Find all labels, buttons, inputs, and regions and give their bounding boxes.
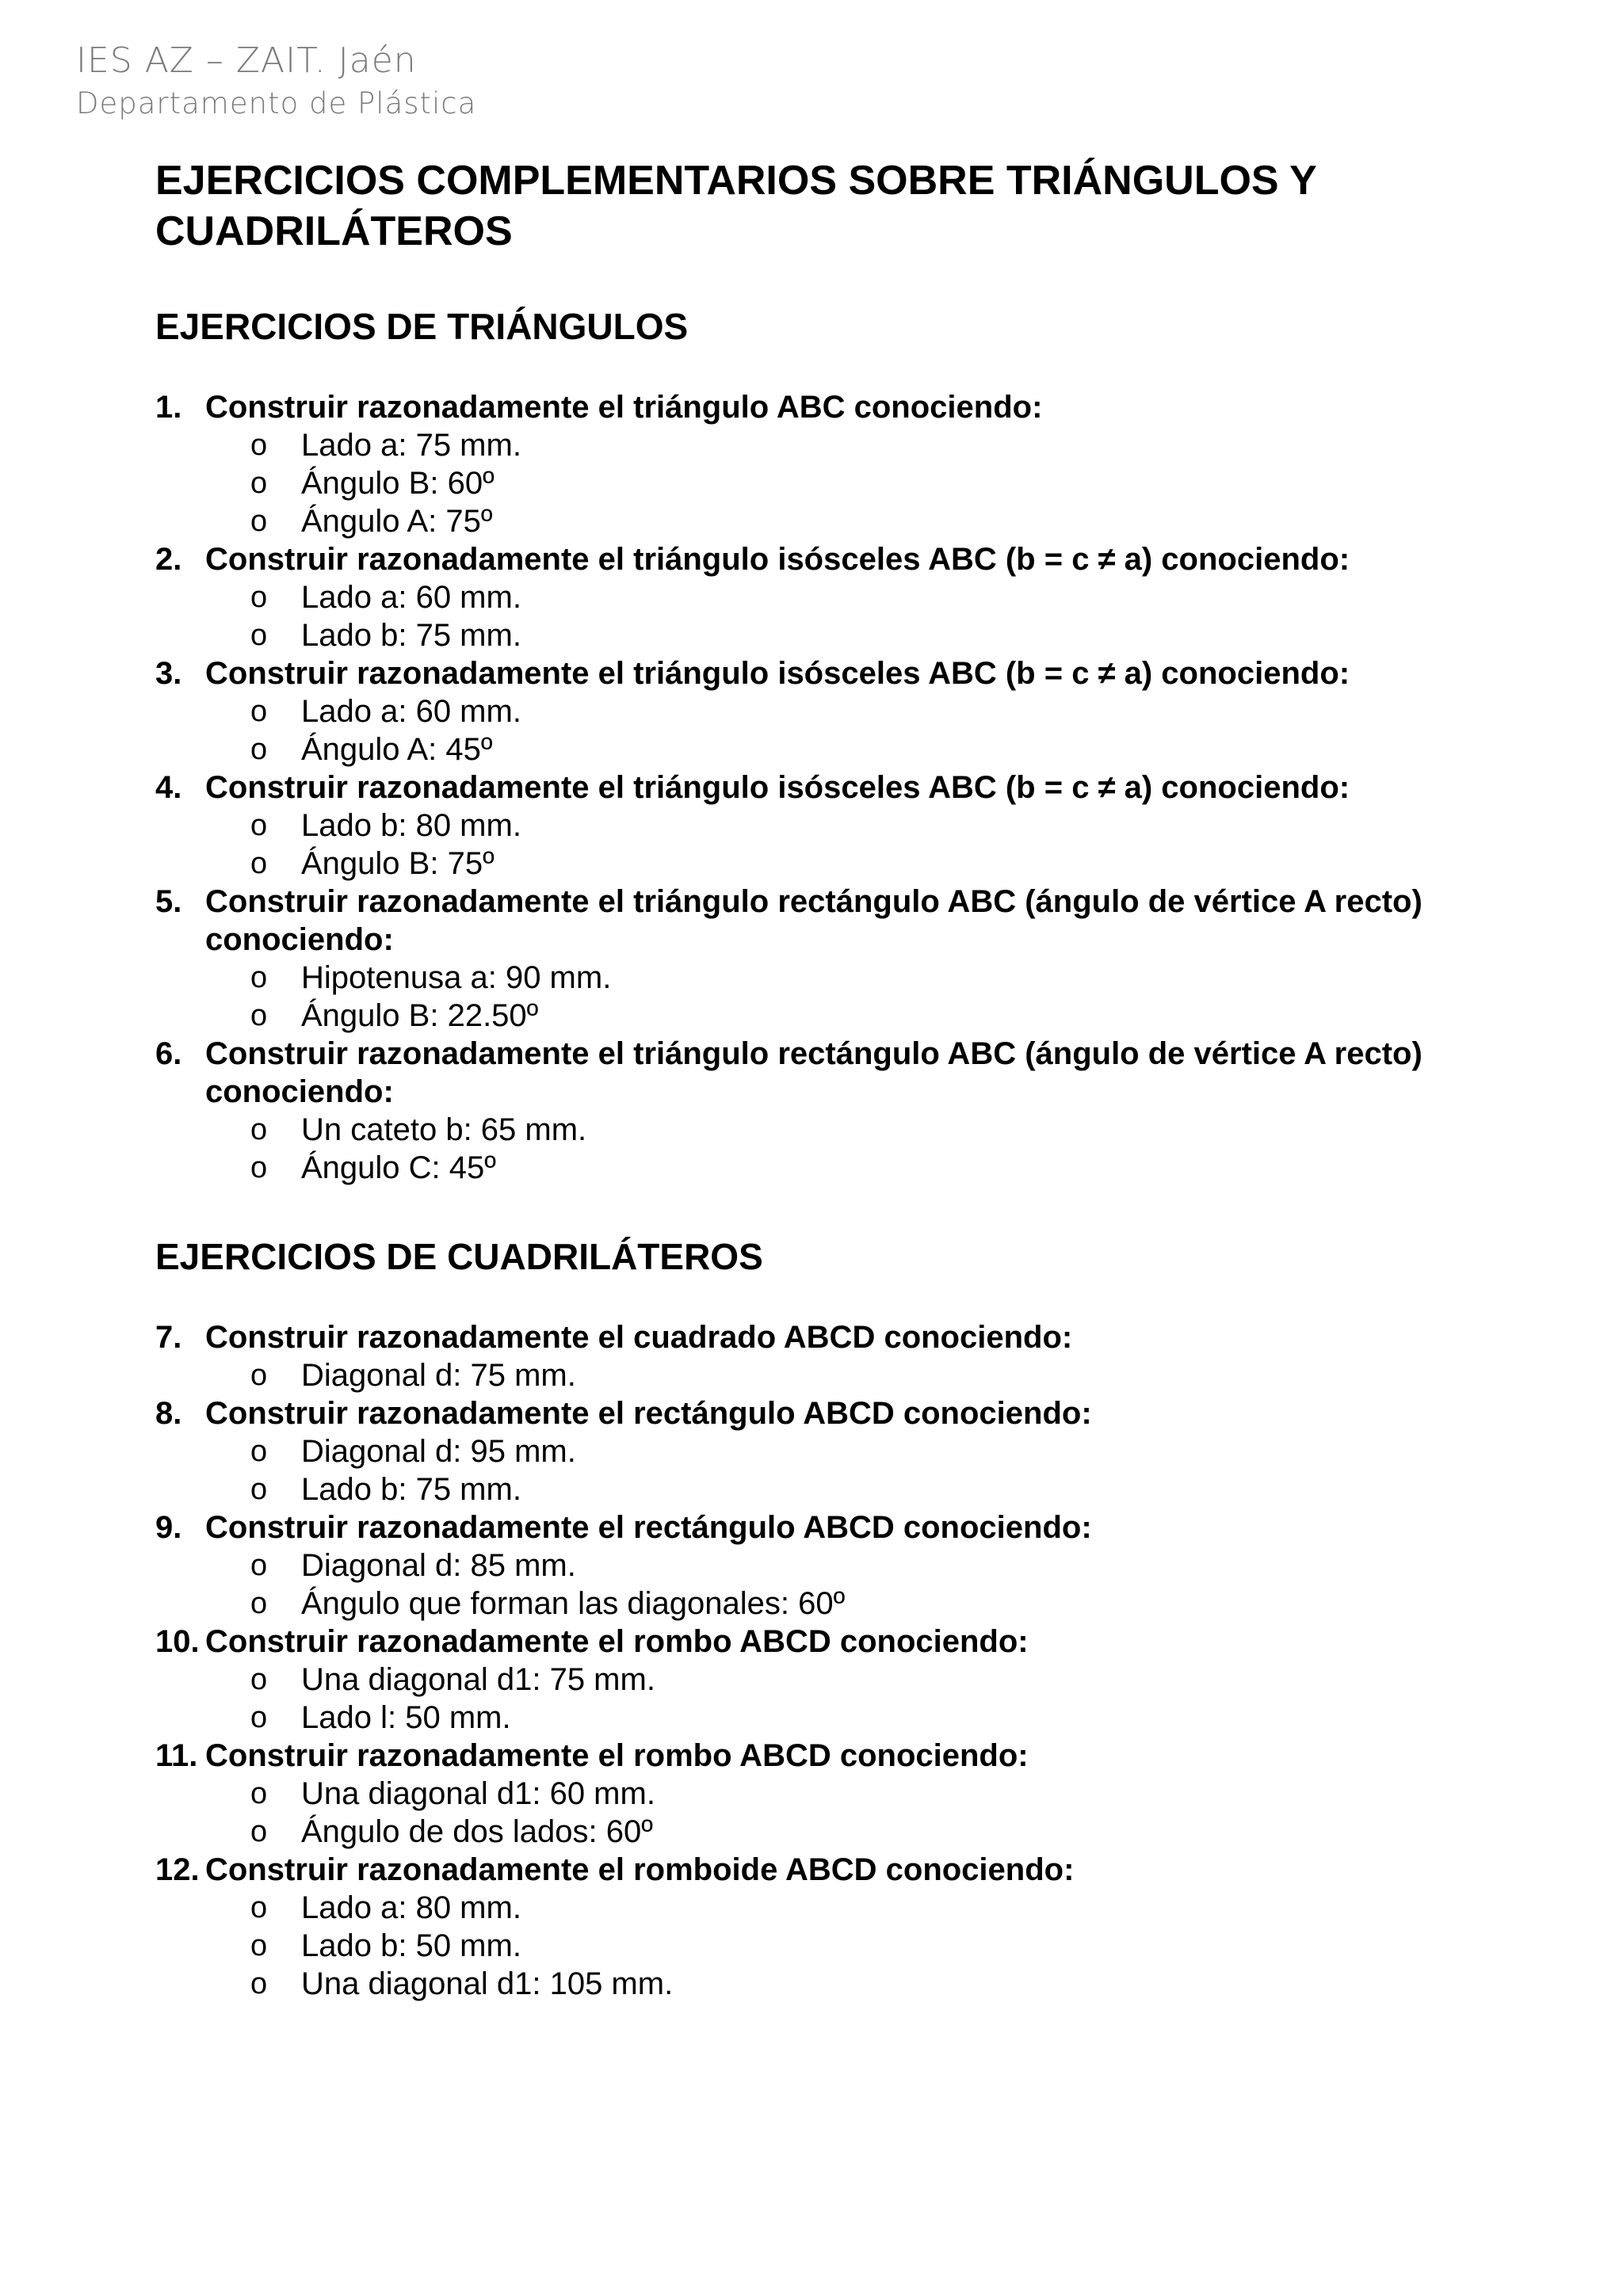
exercise-number: 6. xyxy=(155,1036,182,1071)
exercise-text: Construir razonadamente el rombo ABCD conociendo: xyxy=(205,1624,1029,1659)
item-text: Una diagonal d1: 75 mm. xyxy=(301,1662,655,1697)
exercise-data-item xyxy=(155,1965,1503,2003)
exercise-statement xyxy=(155,883,1503,959)
exercise-text: Construir razonadamente el triángulo rectángulo ABC (ángulo de vértice A recto) conociendo: xyxy=(205,884,1423,957)
exercise-data-item xyxy=(155,1775,1503,1813)
exercise-statement xyxy=(155,1623,1503,1661)
exercise-data-item xyxy=(155,807,1503,845)
exercise-number: 5. xyxy=(155,884,182,919)
exercise-data-item xyxy=(155,1585,1503,1623)
bullet-icon: o xyxy=(250,1151,268,1184)
bullet-icon: o xyxy=(250,809,268,842)
item-text: Lado a: 75 mm. xyxy=(301,428,521,463)
exercise-statement xyxy=(155,654,1503,692)
bullet-icon: o xyxy=(250,1435,268,1468)
bullet-icon: o xyxy=(250,505,268,538)
exercise-data-item xyxy=(155,1547,1503,1585)
item-text: Ángulo B: 75º xyxy=(301,846,495,881)
exercise-text: Construir razonadamente el rombo ABCD conociendo: xyxy=(205,1738,1029,1773)
bullet-icon: o xyxy=(250,1891,268,1924)
exercise-number: 1. xyxy=(155,390,182,425)
section-title: EJERCICIOS DE CUADRILÁTEROS xyxy=(155,1236,763,1277)
exercise-data-item xyxy=(155,578,1503,616)
exercise-data-item xyxy=(155,1356,1503,1394)
exercise-data-item xyxy=(155,1661,1503,1699)
department-name: Departamento de Plástica xyxy=(76,86,477,120)
school-name: IES AZ – ZAIT. Jaén xyxy=(76,40,417,81)
document-body xyxy=(155,155,1503,2003)
bullet-icon: o xyxy=(250,1359,268,1392)
exercise-data-item xyxy=(155,1813,1503,1851)
exercise-data-item xyxy=(155,502,1503,540)
exercise-text: Construir razonadamente el triángulo isósceles ABC (b = c ≠ a) conociendo: xyxy=(205,542,1350,577)
bullet-icon: o xyxy=(250,999,268,1032)
exercise-text: Construir razonadamente el cuadrado ABCD conociendo: xyxy=(205,1320,1073,1355)
bullet-icon: o xyxy=(250,1663,268,1696)
exercise-number: 3. xyxy=(155,656,182,691)
item-text: Un cateto b: 65 mm. xyxy=(301,1112,587,1147)
exercise-data-item xyxy=(155,616,1503,654)
exercise-statement xyxy=(155,769,1503,807)
bullet-icon: o xyxy=(250,1701,268,1734)
exercise-data-item xyxy=(155,464,1503,502)
exercise-number: 11. xyxy=(155,1738,198,1773)
item-text: Lado a: 80 mm. xyxy=(301,1890,521,1925)
item-text: Lado a: 60 mm. xyxy=(301,580,521,615)
bullet-icon: o xyxy=(250,467,268,500)
exercise-statement xyxy=(155,1851,1503,1889)
document-title: EJERCICIOS COMPLEMENTARIOS SOBRE TRIÁNGULOS Y CUADRILÁTEROS xyxy=(155,158,1316,254)
item-text: Ángulo de dos lados: 60º xyxy=(301,1814,653,1849)
exercise-data-item xyxy=(155,730,1503,769)
exercise-data-item xyxy=(155,1927,1503,1965)
bullet-icon: o xyxy=(250,695,268,728)
exercise-statement xyxy=(155,1394,1503,1432)
exercise-data-item xyxy=(155,997,1503,1035)
exercise-data-item xyxy=(155,959,1503,997)
sections-container xyxy=(155,304,1503,2003)
item-text: Ángulo B: 22.50º xyxy=(301,998,539,1033)
exercise-data-item xyxy=(155,1470,1503,1508)
item-text: Diagonal d: 75 mm. xyxy=(301,1358,576,1393)
item-text: Lado b: 80 mm. xyxy=(301,808,521,843)
bullet-icon: o xyxy=(250,1473,268,1506)
item-text: Ángulo que forman las diagonales: 60º xyxy=(301,1586,846,1621)
section-title: EJERCICIOS DE TRIÁNGULOS xyxy=(155,306,689,347)
exercise-number: 8. xyxy=(155,1396,182,1431)
page-header xyxy=(76,38,476,124)
item-text: Ángulo C: 45º xyxy=(301,1150,496,1185)
exercise-statement xyxy=(155,1508,1503,1547)
exercise-number: 2. xyxy=(155,542,182,577)
bullet-icon: o xyxy=(250,581,268,614)
exercise-text: Construir razonadamente el rectángulo ABCD conociendo: xyxy=(205,1510,1092,1545)
exercise-data-item xyxy=(155,426,1503,464)
bullet-icon: o xyxy=(250,429,268,462)
item-text: Lado l: 50 mm. xyxy=(301,1700,511,1735)
exercise-statement xyxy=(155,1737,1503,1775)
exercise-text: Construir razonadamente el rectángulo ABCD conociendo: xyxy=(205,1396,1092,1431)
exercise-text: Construir razonadamente el triángulo rectángulo ABC (ángulo de vértice A recto) conociendo: xyxy=(205,1036,1423,1109)
exercise-text: Construir razonadamente el triángulo isósceles ABC (b = c ≠ a) conociendo: xyxy=(205,656,1350,691)
exercise-statement xyxy=(155,540,1503,578)
item-text: Una diagonal d1: 105 mm. xyxy=(301,1966,674,2001)
bullet-icon: o xyxy=(250,619,268,652)
exercise-data-item xyxy=(155,1889,1503,1927)
item-text: Lado b: 75 mm. xyxy=(301,1472,521,1507)
bullet-icon: o xyxy=(250,1967,268,2000)
bullet-icon: o xyxy=(250,1815,268,1848)
item-text: Lado b: 50 mm. xyxy=(301,1928,521,1963)
bullet-icon: o xyxy=(250,1777,268,1810)
item-text: Diagonal d: 95 mm. xyxy=(301,1434,576,1469)
exercise-number: 7. xyxy=(155,1320,182,1355)
exercise-data-item xyxy=(155,692,1503,730)
bullet-icon: o xyxy=(250,733,268,766)
exercise-statement xyxy=(155,1035,1503,1111)
item-text: Diagonal d: 85 mm. xyxy=(301,1548,576,1583)
bullet-icon: o xyxy=(250,1929,268,1962)
item-text: Una diagonal d1: 60 mm. xyxy=(301,1776,655,1811)
item-text: Lado b: 75 mm. xyxy=(301,618,521,653)
item-text: Ángulo A: 45º xyxy=(301,732,493,767)
exercise-text: Construir razonadamente el romboide ABCD conociendo: xyxy=(205,1852,1075,1887)
exercise-data-item xyxy=(155,1432,1503,1470)
item-text: Ángulo A: 75º xyxy=(301,504,493,539)
bullet-icon: o xyxy=(250,1549,268,1582)
bullet-icon: o xyxy=(250,1587,268,1620)
bullet-icon: o xyxy=(250,1113,268,1146)
exercise-data-item xyxy=(155,845,1503,883)
item-text: Lado a: 60 mm. xyxy=(301,694,521,729)
exercise-text: Construir razonadamente el triángulo isósceles ABC (b = c ≠ a) conociendo: xyxy=(205,770,1350,805)
exercise-number: 12. xyxy=(155,1852,200,1887)
exercise-number: 10. xyxy=(155,1624,200,1659)
exercise-data-item xyxy=(155,1699,1503,1737)
exercise-text: Construir razonadamente el triángulo ABC conociendo: xyxy=(205,390,1043,425)
exercise-statement xyxy=(155,388,1503,426)
exercise-number: 4. xyxy=(155,770,182,805)
item-text: Ángulo B: 60º xyxy=(301,466,495,501)
exercise-data-item xyxy=(155,1111,1503,1149)
bullet-icon: o xyxy=(250,847,268,880)
exercise-number: 9. xyxy=(155,1510,182,1545)
item-text: Hipotenusa a: 90 mm. xyxy=(301,960,612,995)
exercise-statement xyxy=(155,1318,1503,1356)
bullet-icon: o xyxy=(250,961,268,994)
exercise-data-item xyxy=(155,1149,1503,1187)
